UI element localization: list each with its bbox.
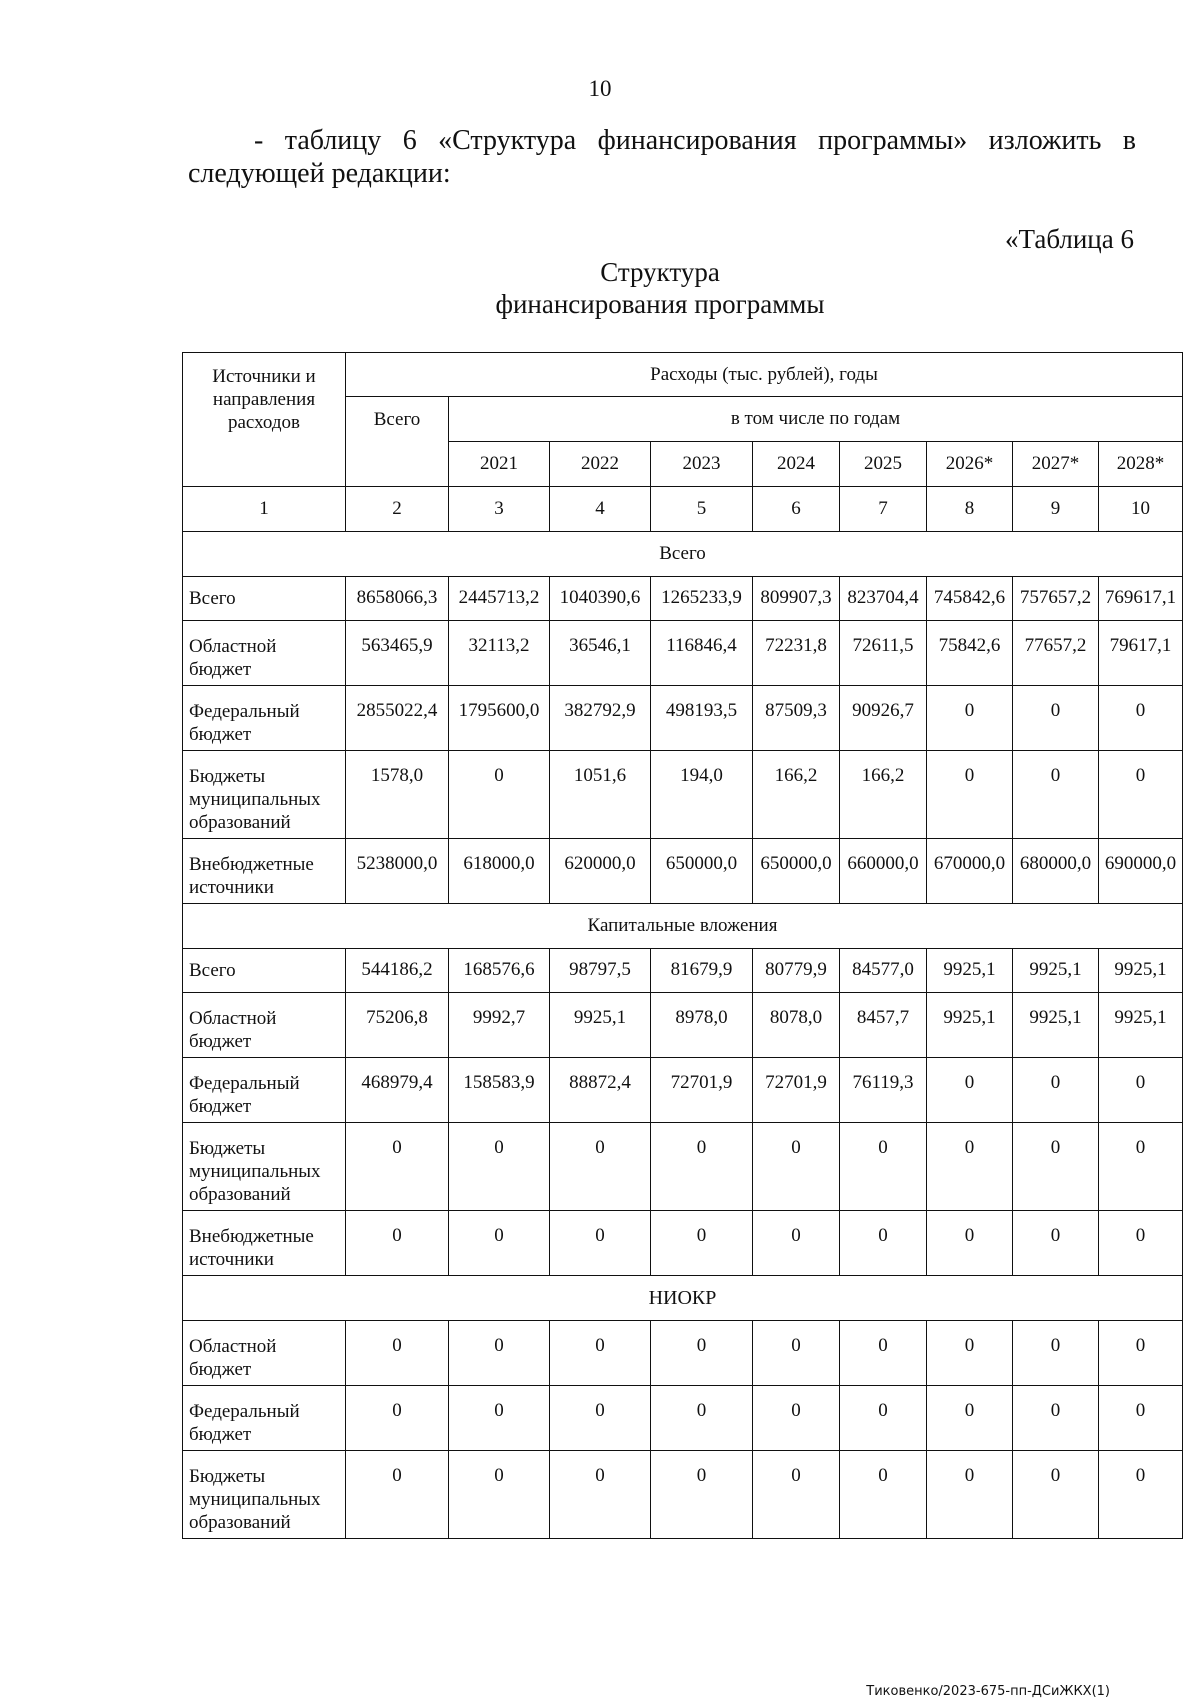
header-expenses: Расходы (тыс. рублей), годы: [346, 353, 1183, 397]
table-cell: 8457,7: [840, 993, 927, 1058]
column-number: 10: [1099, 487, 1183, 532]
table-cell: 9925,1: [927, 949, 1013, 993]
column-number: 8: [927, 487, 1013, 532]
table-cell: 690000,0: [1099, 839, 1183, 904]
table-row: [183, 1321, 1183, 1386]
header-year: 2028*: [1099, 442, 1183, 487]
table-cell: 0: [927, 751, 1013, 839]
row-label: Всего: [183, 949, 346, 993]
table-cell: 0: [1099, 1451, 1183, 1539]
table-cell: 9925,1: [1013, 993, 1099, 1058]
table-cell: 9925,1: [1099, 949, 1183, 993]
table-cell: 0: [753, 1386, 840, 1451]
table-cell: 0: [550, 1321, 651, 1386]
table-cell: 32113,2: [449, 621, 550, 686]
table-cell: 87509,3: [753, 686, 840, 751]
table-cell: 0: [550, 1386, 651, 1451]
table-cell: 0: [753, 1321, 840, 1386]
table-cell: 0: [651, 1386, 753, 1451]
table-cell: 2445713,2: [449, 577, 550, 621]
table-row: [183, 1451, 1183, 1539]
table-cell: 0: [1099, 1123, 1183, 1211]
section-row: [183, 532, 1183, 577]
table-cell: 618000,0: [449, 839, 550, 904]
table-cell: 72611,5: [840, 621, 927, 686]
row-label: Внебюджетные источники: [183, 1211, 346, 1276]
table-cell: 0: [651, 1451, 753, 1539]
table-cell: 8078,0: [753, 993, 840, 1058]
table-cell: 0: [550, 1123, 651, 1211]
section-title: Капитальные вложения: [183, 904, 1183, 949]
table-cell: 0: [449, 1386, 550, 1451]
table-cell: 9925,1: [1013, 949, 1099, 993]
table-cell: 1578,0: [346, 751, 449, 839]
table-cell: 680000,0: [1013, 839, 1099, 904]
table-row: [183, 1211, 1183, 1276]
table-row: [183, 577, 1183, 621]
table-cell: 98797,5: [550, 949, 651, 993]
table-cell: 0: [927, 1211, 1013, 1276]
table-cell: 1051,6: [550, 751, 651, 839]
table-cell: 0: [1013, 1058, 1099, 1123]
table-cell: 0: [346, 1386, 449, 1451]
table-cell: 0: [927, 1451, 1013, 1539]
table-cell: 0: [1013, 686, 1099, 751]
table-cell: 0: [840, 1211, 927, 1276]
table-cell: 809907,3: [753, 577, 840, 621]
table-cell: 0: [840, 1123, 927, 1211]
table-cell: 0: [753, 1451, 840, 1539]
row-label: Всего: [183, 577, 346, 621]
table-cell: 660000,0: [840, 839, 927, 904]
table-cell: 0: [449, 1451, 550, 1539]
column-number: 9: [1013, 487, 1099, 532]
table-cell: 0: [1013, 751, 1099, 839]
table-cell: 650000,0: [753, 839, 840, 904]
table-row: [183, 1058, 1183, 1123]
table-cell: 0: [840, 1386, 927, 1451]
table-cell: 650000,0: [651, 839, 753, 904]
row-label: Федеральный бюджет: [183, 1386, 346, 1451]
table-cell: 468979,4: [346, 1058, 449, 1123]
table-cell: 72231,8: [753, 621, 840, 686]
table-cell: 0: [346, 1123, 449, 1211]
table-cell: 75206,8: [346, 993, 449, 1058]
table-cell: 498193,5: [651, 686, 753, 751]
table-cell: 0: [550, 1451, 651, 1539]
table-cell: 1795600,0: [449, 686, 550, 751]
table-cell: 76119,3: [840, 1058, 927, 1123]
table-cell: 0: [550, 1211, 651, 1276]
table-cell: 166,2: [753, 751, 840, 839]
table-cell: 0: [1013, 1211, 1099, 1276]
table-cell: 0: [927, 1123, 1013, 1211]
page-number: 10: [588, 76, 612, 101]
table-reference: «Таблица 6: [1005, 224, 1134, 254]
table-cell: 0: [840, 1321, 927, 1386]
table-cell: 0: [1099, 1321, 1183, 1386]
table-row: [183, 621, 1183, 686]
header-year: 2021: [449, 442, 550, 487]
table-cell: 72701,9: [753, 1058, 840, 1123]
table-cell: 0: [1013, 1451, 1099, 1539]
table-cell: 9925,1: [1099, 993, 1183, 1058]
table-cell: 77657,2: [1013, 621, 1099, 686]
table-cell: 0: [449, 1123, 550, 1211]
table-cell: 0: [651, 1321, 753, 1386]
table-cell: 0: [1013, 1123, 1099, 1211]
table-cell: 670000,0: [927, 839, 1013, 904]
header-sources: Источники и направления расходов: [183, 353, 346, 487]
table-cell: 757657,2: [1013, 577, 1099, 621]
table-cell: 158583,9: [449, 1058, 550, 1123]
header-by-year: в том числе по годам: [449, 397, 1183, 442]
table-cell: 1040390,6: [550, 577, 651, 621]
table-cell: 80779,9: [753, 949, 840, 993]
intro-text: - таблицу 6 «Структура финансирования программы» изложить в следующей редакции:: [188, 125, 1136, 189]
table-row: [183, 751, 1183, 839]
table-row: [183, 839, 1183, 904]
column-number: 4: [550, 487, 651, 532]
table-cell: 563465,9: [346, 621, 449, 686]
section-row: [183, 1276, 1183, 1321]
table-cell: 0: [449, 1211, 550, 1276]
table-cell: 0: [1099, 1211, 1183, 1276]
table-cell: 0: [1099, 751, 1183, 839]
table-cell: 0: [449, 751, 550, 839]
table-cell: 0: [346, 1451, 449, 1539]
table-cell: 544186,2: [346, 949, 449, 993]
footer-reference: Тиковенко/2023-675-пп-ДСиЖКХ(1): [866, 1684, 1110, 1699]
table-cell: 1265233,9: [651, 577, 753, 621]
table-cell: 0: [1013, 1386, 1099, 1451]
column-number: 7: [840, 487, 927, 532]
table-cell: 90926,7: [840, 686, 927, 751]
table-row: [183, 686, 1183, 751]
row-label: Областной бюджет: [183, 1321, 346, 1386]
table-cell: 116846,4: [651, 621, 753, 686]
table-cell: 0: [927, 1058, 1013, 1123]
table-cell: 0: [753, 1211, 840, 1276]
table-cell: 0: [1099, 686, 1183, 751]
table-cell: 0: [927, 1321, 1013, 1386]
column-number: 3: [449, 487, 550, 532]
table-cell: 0: [346, 1211, 449, 1276]
row-label: Бюджеты муниципальных образований: [183, 751, 346, 839]
table-cell: 823704,4: [840, 577, 927, 621]
column-number: 5: [651, 487, 753, 532]
row-label: Областной бюджет: [183, 621, 346, 686]
table-cell: 72701,9: [651, 1058, 753, 1123]
header-year: 2024: [753, 442, 840, 487]
header-year: 2027*: [1013, 442, 1099, 487]
table-cell: 9925,1: [550, 993, 651, 1058]
column-number: 6: [753, 487, 840, 532]
table-cell: 382792,9: [550, 686, 651, 751]
table-cell: 0: [1099, 1386, 1183, 1451]
table-title-line2: финансирования программы: [495, 289, 825, 319]
table-cell: 166,2: [840, 751, 927, 839]
row-label: Внебюджетные источники: [183, 839, 346, 904]
row-label: Бюджеты муниципальных образований: [183, 1123, 346, 1211]
table-row: [183, 1123, 1183, 1211]
table-row: [183, 993, 1183, 1058]
table-cell: 9925,1: [927, 993, 1013, 1058]
row-label: Федеральный бюджет: [183, 1058, 346, 1123]
table-row: [183, 1386, 1183, 1451]
table-cell: 745842,6: [927, 577, 1013, 621]
table-cell: 0: [651, 1123, 753, 1211]
table-cell: 0: [753, 1123, 840, 1211]
column-number: 1: [183, 487, 346, 532]
table-cell: 9992,7: [449, 993, 550, 1058]
table-cell: 194,0: [651, 751, 753, 839]
table-cell: 0: [927, 1386, 1013, 1451]
column-number: 2: [346, 487, 449, 532]
table-cell: 79617,1: [1099, 621, 1183, 686]
section-title: Всего: [183, 532, 1183, 577]
table-cell: 2855022,4: [346, 686, 449, 751]
table-cell: 0: [346, 1321, 449, 1386]
table-cell: 0: [1013, 1321, 1099, 1386]
table-title: [0, 256, 1200, 320]
table-cell: 36546,1: [550, 621, 651, 686]
section-title: НИОКР: [183, 1276, 1183, 1321]
table-cell: 0: [840, 1451, 927, 1539]
header-year: 2023: [651, 442, 753, 487]
table-title-line1: Структура: [600, 257, 720, 287]
section-row: [183, 904, 1183, 949]
header-total: Всего: [346, 397, 449, 487]
table-cell: 769617,1: [1099, 577, 1183, 621]
header-year: 2025: [840, 442, 927, 487]
table-cell: 8658066,3: [346, 577, 449, 621]
row-label: Федеральный бюджет: [183, 686, 346, 751]
table-cell: 0: [449, 1321, 550, 1386]
table-cell: 620000,0: [550, 839, 651, 904]
header-year: 2026*: [927, 442, 1013, 487]
financing-table: [182, 352, 1183, 1539]
table-cell: 88872,4: [550, 1058, 651, 1123]
row-label: Бюджеты муниципальных образований: [183, 1451, 346, 1539]
table-cell: 5238000,0: [346, 839, 449, 904]
table-row: [183, 949, 1183, 993]
table-cell: 84577,0: [840, 949, 927, 993]
table-cell: 0: [1099, 1058, 1183, 1123]
table-cell: 0: [651, 1211, 753, 1276]
table-cell: 168576,6: [449, 949, 550, 993]
table-cell: 75842,6: [927, 621, 1013, 686]
row-label: Областной бюджет: [183, 993, 346, 1058]
header-year: 2022: [550, 442, 651, 487]
table-cell: 8978,0: [651, 993, 753, 1058]
table-cell: 81679,9: [651, 949, 753, 993]
table-cell: 0: [927, 686, 1013, 751]
